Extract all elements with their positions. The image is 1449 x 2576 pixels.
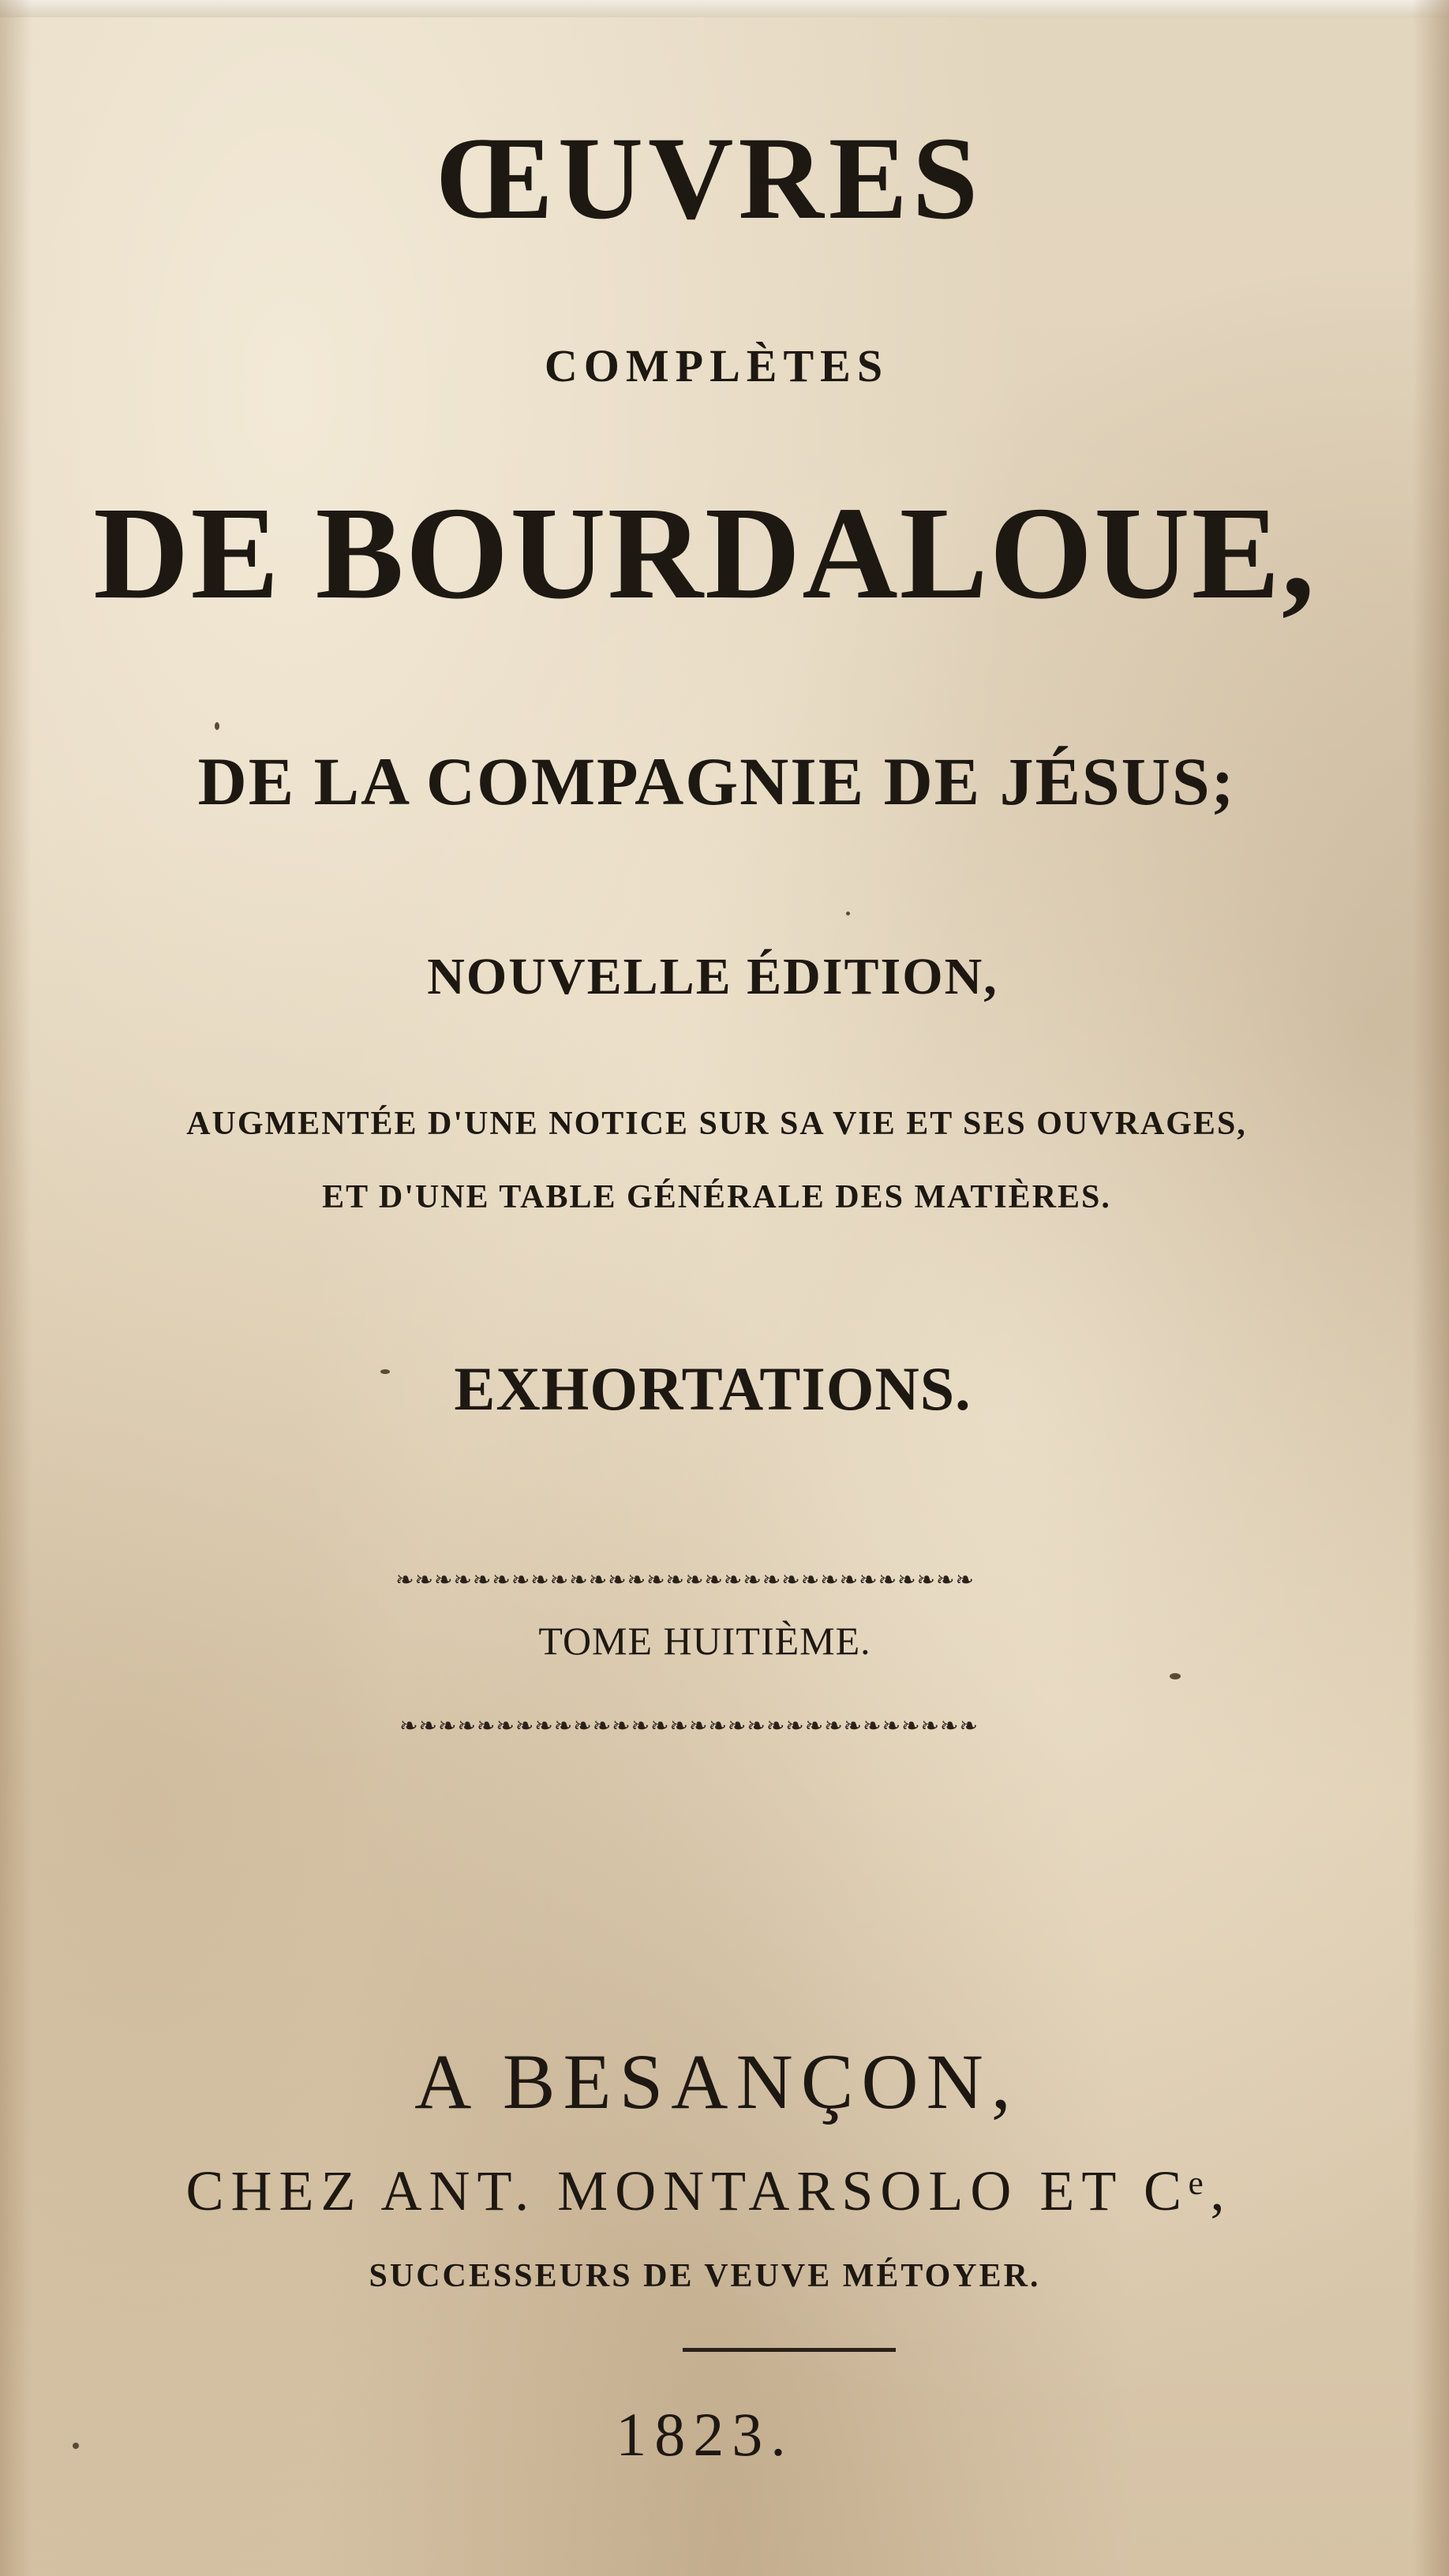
paper-speck: [73, 2443, 79, 2449]
edition-note-line-1: AUGMENTÉE D'UNE NOTICE SUR SA VIE ET SES OUVRAGES,: [186, 1106, 1247, 1142]
ornamental-rule-top: ❧❧❧❧❧❧❧❧❧❧❧❧❧❧❧❧❧❧❧❧❧❧❧❧❧❧❧❧❧❧: [395, 1567, 975, 1593]
work-title: ŒUVRES: [434, 113, 983, 244]
work-qualifier: COMPLÈTES: [544, 340, 889, 391]
author-affiliation: DE LA COMPAGNIE DE JÉSUS;: [197, 743, 1236, 819]
imprint-printer: CHEZ ANT. MONTARSOLO ET Cᵉ,: [185, 2159, 1232, 2222]
volume-label: TOME HUITIÈME.: [538, 1619, 871, 1663]
paper-speck: [380, 1369, 390, 1374]
paper-speck: [1170, 1673, 1181, 1679]
author-name: DE BOURDALOUE,: [93, 480, 1316, 627]
page-top-edge: [0, 0, 1449, 17]
edition-statement: NOUVELLE ÉDITION,: [427, 948, 998, 1005]
paper-speck: [846, 912, 850, 915]
imprint-city: A BESANÇON,: [414, 2038, 1019, 2125]
publication-year: 1823.: [616, 2400, 794, 2469]
imprint-successors: SUCCESSEURS DE VEUVE MÉTOYER.: [369, 2258, 1041, 2294]
ornamental-rule-bottom: ❧❧❧❧❧❧❧❧❧❧❧❧❧❧❧❧❧❧❧❧❧❧❧❧❧❧❧❧❧❧: [399, 1713, 979, 1739]
section-title: EXHORTATIONS.: [454, 1354, 972, 1423]
edition-note-line-2: ET D'UNE TABLE GÉNÉRALE DES MATIÈRES.: [322, 1179, 1111, 1215]
imprint-divider: [683, 2348, 896, 2352]
paper-speck: [215, 722, 219, 730]
